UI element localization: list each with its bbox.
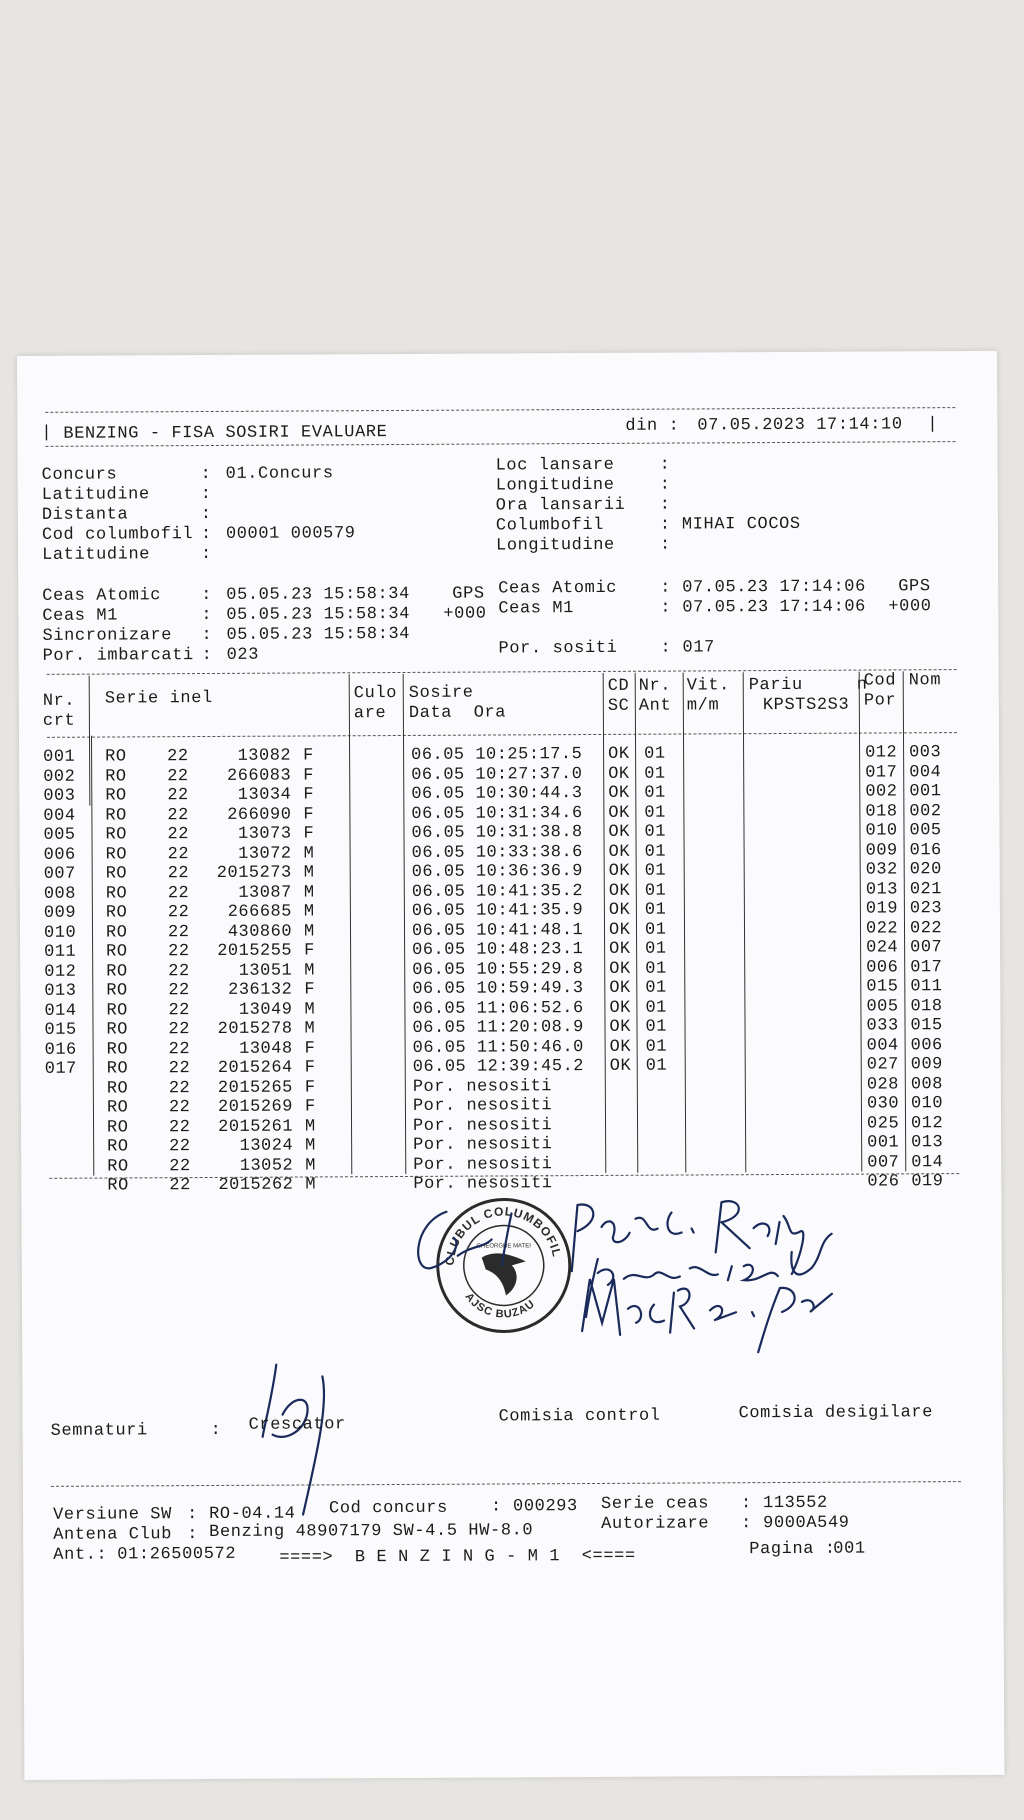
- row-inel: 236132: [228, 980, 293, 1000]
- cod-concurs-label: Cod concurs: [328, 1498, 448, 1519]
- row-sosire: Por. nesositi: [412, 1076, 553, 1097]
- row-cd: OK: [609, 1017, 631, 1037]
- clock-value: 07.05.23 17:14:06: [682, 577, 866, 598]
- row-tara: RO: [105, 805, 127, 826]
- row-cd: OK: [608, 744, 630, 764]
- autorizare-value: 9000A549: [763, 1513, 850, 1534]
- row-cod: 026: [867, 1172, 900, 1192]
- row-cd: OK: [608, 822, 630, 842]
- row-sex: M: [305, 1175, 317, 1195]
- por-imbarcati: 023: [226, 645, 260, 665]
- row-sosire: 06.05 10:41:35.2: [411, 881, 584, 902]
- row-nr: 002: [43, 767, 76, 787]
- row-an: 22: [168, 1000, 190, 1020]
- row-nom: 012: [910, 1113, 944, 1133]
- row-ant: 01: [644, 881, 667, 901]
- row-sosire: Por. nesositi: [413, 1135, 553, 1155]
- row-cd: OK: [608, 842, 631, 862]
- clock-value: 05.05.23 15:58:34: [226, 624, 411, 645]
- row-cd: OK: [609, 978, 631, 998]
- row-an: 22: [168, 1059, 191, 1079]
- serie-ceas-label: Serie ceas: [600, 1494, 710, 1514]
- row-ant: 01: [644, 783, 666, 803]
- info-value: 01.Concurs: [225, 464, 334, 484]
- col-cd: CD: [607, 676, 630, 696]
- row-inel: 13034: [237, 785, 292, 805]
- clock-extra: GPS: [898, 577, 931, 597]
- row-nom: 010: [910, 1094, 944, 1114]
- row-cod: 004: [866, 1035, 899, 1056]
- row-sex: F: [304, 1038, 316, 1059]
- row-inel: 13051: [238, 961, 293, 981]
- row-an: 22: [167, 766, 189, 786]
- col-nom: Nom: [908, 671, 942, 691]
- row-cod: 025: [866, 1113, 900, 1134]
- row-tara: RO: [105, 747, 127, 767]
- row-sex: F: [303, 804, 315, 825]
- row-cod: 022: [865, 918, 899, 939]
- row-ant: 01: [645, 1056, 668, 1076]
- benzing-banner: ====> B E N Z I N G - M 1 <====: [279, 1546, 636, 1568]
- por-sositi: 017: [682, 638, 715, 658]
- col-serie: Serie inel: [104, 688, 213, 709]
- row-sex: M: [303, 863, 315, 883]
- row-cod: 032: [865, 860, 898, 880]
- row-sosire: Por. nesositi: [412, 1115, 553, 1136]
- col-vit: Vit.: [686, 676, 731, 696]
- row-cd: OK: [609, 998, 631, 1018]
- row-nom: 022: [909, 918, 943, 938]
- cod-concurs-value: 000293: [512, 1497, 578, 1517]
- row-ant: 01: [645, 1037, 668, 1057]
- row-sosire: Por. nesositi: [412, 1096, 553, 1116]
- row-nr: 012: [44, 962, 77, 982]
- row-ant: 01: [645, 1017, 667, 1037]
- row-sosire: 06.05 10:41:48.1: [411, 920, 584, 941]
- row-cd: OK: [609, 1037, 632, 1057]
- clock-label: Sincronizare: [42, 626, 173, 646]
- row-ant: 01: [644, 803, 666, 823]
- row-inel: 266685: [227, 902, 292, 922]
- clock-value: 05.05.23 15:58:34: [226, 604, 411, 625]
- row-inel: 2015265: [217, 1078, 293, 1098]
- row-sex: F: [303, 824, 315, 844]
- row-an: 22: [167, 747, 189, 767]
- row-cod: 027: [866, 1055, 899, 1075]
- row-cod: 006: [866, 957, 899, 978]
- row-nom: 003: [909, 743, 942, 763]
- row-tara: RO: [105, 903, 128, 923]
- row-cd: OK: [608, 881, 631, 901]
- row-sosire: 06.05 11:50:46.0: [412, 1037, 584, 1058]
- report-title: BENZING - FISA SOSIRI EVALUARE: [63, 423, 388, 444]
- row-inel: 266090: [227, 805, 292, 825]
- row-nom: 004: [909, 762, 942, 782]
- row-nom: 016: [909, 840, 942, 860]
- row-tara: RO: [107, 1156, 129, 1177]
- row-cod: 012: [865, 743, 898, 763]
- row-nr: 017: [44, 1059, 77, 1079]
- clock-label: Por. sositi: [498, 638, 618, 659]
- row-sosire: 06.05 10:48:23.1: [412, 940, 584, 960]
- row-nom: 017: [910, 957, 943, 977]
- row-ant: 01: [644, 900, 667, 920]
- row-sex: M: [305, 1155, 316, 1176]
- col-vit-sub: m/m: [686, 696, 720, 716]
- row-nr: 011: [44, 942, 77, 962]
- stamp-text-top: CLUBUL COLUMBOFIL: [442, 1204, 565, 1267]
- clock-extra: +000: [443, 604, 487, 624]
- row-sosire: Por. nesositi: [413, 1154, 553, 1175]
- row-ant: 01: [644, 822, 666, 842]
- row-an: 22: [168, 981, 190, 1001]
- col-culoare-sub: are: [353, 704, 387, 724]
- row-sosire: 06.05 11:06:52.6: [412, 998, 584, 1019]
- row-cod: 015: [866, 977, 899, 997]
- info-label: Concurs: [41, 465, 118, 485]
- info-label: Loc lansare: [495, 455, 615, 476]
- row-tara: RO: [106, 942, 128, 962]
- clock-label: Ceas Atomic: [42, 586, 162, 606]
- row-inel: 266083: [226, 766, 292, 786]
- row-an: 22: [167, 864, 190, 884]
- row-sex: F: [304, 1058, 316, 1078]
- row-nom: 002: [909, 801, 942, 821]
- row-nr: 009: [43, 903, 77, 923]
- clock-label: Ceas M1: [498, 599, 575, 619]
- table-header-border: [47, 732, 957, 738]
- row-sex: F: [304, 941, 315, 961]
- clock-extra: GPS: [452, 584, 485, 604]
- row-cod: 002: [865, 782, 898, 802]
- antena-value: Benzing 48907179 SW-4.5 HW-8.0: [209, 1521, 534, 1543]
- row-tara: RO: [106, 1059, 129, 1079]
- clock-extra: +000: [888, 597, 932, 617]
- row-nom: 015: [910, 1016, 943, 1036]
- row-an: 22: [168, 961, 190, 981]
- row-inel: 13073: [237, 824, 292, 844]
- row-nom: 007: [910, 938, 943, 958]
- row-nom: 009: [910, 1055, 943, 1075]
- row-sosire: 06.05 10:55:29.8: [412, 959, 584, 980]
- header-pipe-right: |: [927, 415, 939, 435]
- row-sosire: 06.05 11:20:08.9: [412, 1018, 584, 1038]
- row-cod: 030: [866, 1094, 900, 1114]
- signatures-label: Semnaturi: [50, 1421, 148, 1441]
- row-nom: 005: [909, 821, 942, 841]
- stamp-text-mid: GHEORGHE MATEI: [476, 1243, 531, 1250]
- row-nr: 008: [43, 884, 76, 904]
- row-tara: RO: [106, 1117, 129, 1138]
- row-an: 22: [169, 1176, 191, 1196]
- row-cod: 005: [866, 996, 899, 1017]
- info-value: 00001 000579: [225, 524, 356, 544]
- row-sex: M: [304, 1116, 316, 1137]
- row-ant: 01: [645, 939, 667, 959]
- row-cd: OK: [608, 764, 630, 784]
- row-cod: 013: [865, 879, 898, 900]
- row-nom: 014: [911, 1152, 944, 1172]
- row-an: 22: [168, 1020, 190, 1040]
- col-sosire: Sosire: [408, 683, 474, 703]
- col-culoare: Culo: [353, 684, 398, 704]
- info-right: Loc lansare : Longitudine : Ora lansarii : Columbofil : MIHAI COCOS Longitudine :: [495, 455, 801, 556]
- info-label: Longitudine: [495, 475, 615, 496]
- row-nr: 005: [43, 825, 76, 845]
- row-sex: F: [303, 746, 314, 766]
- row-tara: RO: [106, 1098, 129, 1118]
- row-tara: RO: [105, 883, 128, 904]
- row-cd: OK: [609, 939, 631, 959]
- versiune-label: Versiune SW: [53, 1505, 172, 1525]
- stamp-text-bottom: AJSC BUZAU: [462, 1290, 538, 1321]
- row-sosire: 06.05 10:27:37.0: [411, 764, 583, 785]
- col-nr-sub: crt: [42, 711, 76, 731]
- row-nr: 010: [43, 923, 77, 943]
- row-an: 22: [168, 1078, 191, 1098]
- row-sosire: 06.05 10:31:34.6: [411, 803, 583, 824]
- row-inel: 2015278: [217, 1019, 293, 1039]
- row-inel: 13072: [238, 844, 292, 864]
- row-tara: RO: [105, 786, 127, 806]
- row-inel: 13024: [239, 1136, 294, 1156]
- row-inel: 2015255: [217, 941, 293, 961]
- row-tara: RO: [107, 1137, 129, 1157]
- row-nom: 011: [910, 977, 943, 997]
- row-sex: F: [304, 1097, 316, 1117]
- row-nom: 018: [910, 996, 943, 1016]
- row-ant: 01: [644, 861, 667, 881]
- clock-right: Ceas Atomic : 07.05.23 17:14:06 GPS Ceas M1 : 07.05.23 17:14:06 +000 Por. sositi : 017: [498, 577, 932, 659]
- row-cod: 028: [866, 1074, 899, 1095]
- row-cd: OK: [608, 920, 631, 940]
- row-cod: 018: [865, 801, 898, 822]
- row-inel: 13049: [238, 1000, 293, 1020]
- row-inel: 2015264: [217, 1058, 293, 1078]
- info-label: Cod columbofil: [41, 525, 194, 545]
- row-an: 22: [169, 1137, 191, 1157]
- row-nr: 003: [43, 786, 76, 806]
- row-inel: 13048: [239, 1039, 293, 1059]
- row-inel: 13082: [237, 746, 292, 766]
- clock-value: 05.05.23 15:58:34: [226, 584, 410, 605]
- ant-value: 01:26500572: [117, 1544, 237, 1565]
- row-tara: RO: [105, 844, 128, 865]
- row-an: 22: [167, 844, 190, 864]
- row-cod: 007: [867, 1152, 900, 1173]
- row-sex: F: [304, 980, 316, 1000]
- row-nr: 006: [43, 845, 76, 865]
- row-an: 22: [167, 922, 190, 942]
- row-nr: 001: [43, 747, 76, 767]
- row-cod: 009: [865, 840, 898, 861]
- row-inel: 2015262: [218, 1175, 294, 1195]
- row-nr: 015: [44, 1020, 77, 1040]
- row-inel: 430860: [227, 922, 293, 942]
- row-ant: 01: [645, 978, 667, 998]
- row-sex: M: [304, 960, 315, 981]
- crescator-label: Crescator: [248, 1415, 346, 1435]
- row-sosire: 06.05 12:39:45.2: [412, 1057, 585, 1077]
- row-tara: RO: [106, 1000, 128, 1021]
- row-nr: 014: [44, 1001, 77, 1021]
- row-sosire: 06.05 10:31:38.8: [411, 823, 583, 843]
- col-sosire-sub: Data Ora: [408, 703, 507, 723]
- row-cod: 017: [865, 762, 898, 783]
- row-sosire: 06.05 10:33:38.6: [411, 842, 583, 863]
- row-inel: 2015261: [218, 1117, 294, 1137]
- row-ant: 01: [645, 998, 667, 1018]
- info-label: Ora lansarii: [495, 495, 626, 516]
- row-tara: RO: [105, 766, 127, 787]
- row-nom: 020: [909, 860, 942, 880]
- row-sex: M: [303, 921, 315, 942]
- col-pariu: Pariu n: [748, 675, 868, 696]
- row-ant: 01: [644, 920, 667, 940]
- row-an: 22: [167, 903, 190, 923]
- footer: Versiune SW : RO-04.14 Cod concurs : 000293 Serie ceas : 113552 Antena Club : Benzing 48907179 SW-4.5 HW-8.0 Autorizare : 9000A549 Ant.: 01:26500572 ====> B E N Z I N G - M 1 <==== Pagina : 001: [53, 1493, 866, 1568]
- row-tara: RO: [106, 961, 128, 982]
- row-nom: 006: [910, 1035, 943, 1055]
- clock-label: Ceas Atomic: [498, 578, 618, 599]
- row-sosire: 06.05 10:59:49.3: [412, 979, 584, 999]
- row-nr: 016: [44, 1040, 77, 1060]
- row-sex: M: [304, 999, 316, 1020]
- row-an: 22: [168, 942, 190, 962]
- clock-label: Ceas M1: [42, 606, 119, 626]
- row-an: 22: [168, 1098, 191, 1118]
- row-an: 22: [169, 1156, 191, 1176]
- row-an: 22: [168, 1117, 191, 1137]
- row-sosire: 06.05 10:30:44.3: [411, 784, 583, 804]
- report-date: 07.05.2023 17:14:10: [697, 415, 903, 436]
- clock-value: 07.05.23 17:14:06: [682, 597, 867, 618]
- row-tara: RO: [105, 922, 128, 943]
- row-nr: 004: [43, 806, 76, 826]
- row-sex: F: [303, 765, 314, 786]
- row-inel: 13052: [239, 1156, 294, 1176]
- row-tara: RO: [107, 1176, 129, 1196]
- info-label: Distanta: [41, 505, 129, 525]
- row-nr: 007: [43, 864, 76, 884]
- row-ant: 01: [645, 959, 667, 979]
- pagina-label: Pagina :: [749, 1539, 836, 1560]
- ant-label: Ant.:: [53, 1545, 108, 1565]
- report-date-label: din :: [625, 416, 680, 436]
- row-sex: M: [303, 843, 315, 864]
- row-inel: 2015269: [217, 1097, 293, 1117]
- row-sex: F: [303, 785, 315, 805]
- row-ant: 01: [644, 764, 666, 784]
- row-inel: 13087: [238, 883, 292, 903]
- row-nom: 008: [910, 1074, 943, 1094]
- row-ant: 01: [644, 744, 666, 764]
- columbofil-name: MIHAI COCOS: [681, 514, 801, 535]
- header-border-top: [45, 407, 955, 413]
- row-an: 22: [168, 1039, 191, 1059]
- row-cd: OK: [609, 959, 631, 979]
- clock-left: Ceas Atomic : 05.05.23 15:58:34 GPS Ceas M1 : 05.05.23 15:58:34 +000 Sincronizare : 05.05.23 15:58:34 Por. imbarcati : 023: [42, 584, 487, 666]
- info-label: Latitudine: [41, 485, 150, 505]
- row-an: 22: [167, 825, 189, 845]
- row-nom: 001: [909, 782, 942, 802]
- footer-border: [51, 1481, 961, 1487]
- autorizare-label: Autorizare: [601, 1514, 710, 1534]
- col-ant-sub: Ant: [638, 696, 672, 716]
- comisia-desigilare-label: Comisia desigilare: [738, 1403, 934, 1424]
- pagina-value: 001: [833, 1539, 866, 1559]
- info-label: Columbofil: [495, 515, 604, 536]
- row-cd: OK: [608, 803, 630, 823]
- row-cod: 024: [866, 938, 899, 958]
- row-ant: 01: [644, 842, 667, 862]
- antena-label: Antena Club: [53, 1525, 173, 1545]
- row-tara: RO: [106, 1078, 129, 1099]
- row-cod: 019: [865, 899, 899, 919]
- row-cd: OK: [608, 900, 631, 920]
- versiune-value: RO-04.14: [209, 1504, 296, 1525]
- col-cd-sub: SC: [607, 696, 630, 716]
- row-cod: 001: [867, 1133, 900, 1153]
- document-page: | BENZING - FISA SOSIRI EVALUARE din : 07.05.2023 17:14:10 | Concurs : 01.Concurs Latitudine : Distanta : Cod columbofil : 00001 000579 Latitudine : Loc lansare : Longitudine : Ora lansarii : Columbofil : MIHAI COCOS Longitudine : Ceas Atomic : 05.05.23 15:58:34 GPS Ceas M1 : 05.05.23 15:58:34 +000 Sincronizare : 05.05.23 15:58:34 Por. imbarcati : 023 Ceas Atomic : 07.05.23 17:14:06 GPS Ceas M1 : 07.05.23 17:14:06 +000 Por. sositi : 017 Nr. crt Serie inel Culo are Sosire Data Ora CD SC Nr. Ant Vit. m/m Pariu n KPSTS2S3 Cod Por Nom 001 RO 22 13082 F 06.05 10:25:17.5 OK 01 012 003 002 RO 22 266083 F 06.05 10:27:37.0 OK 01 017 004 003 RO 22 13034 F 06.05 10:30:44.3 OK 01 002 001 004 RO 22 266090 F 06.05 10:31:34.6 OK 01 018 002 005 RO 22 13073 F 06.05 10:31:38.8 OK 01 010 005 006 RO 22 13072 M 06.05 10:33:38.6 OK 01 009 016 007 RO 22 2015273 M 06.05 10:36:36.9 OK 01 032 020 008 RO 22 13087 M 06.05 10:41:35.2 OK 01 013 021 009 RO 22 266685 M 06.05 10:41:35.9 OK 01 019 023 010 RO 22 430860 M 06.05 10:41:48.1 OK 01 022 022 011 RO 22 2015255 F 06.05 10:48:23.1 OK 01 024 007 012 RO 22 13051 M 06.05 10:55:29.8 OK 01 006 017 013 RO 22 236132 F 06.05 10:59:49.3 OK 01 015 011 014 RO 22 13049 M 06.05 11:06:52.6 OK 01 005 018 015 RO 22 2015278 M 06.05 11:20:08.9 OK 01 033 015 016 RO 22 13048 F 06.05 11:50:46.0 OK 01 004 006 017 RO 22 2015264 F 06.05 12:39:45.2 OK 01 027 009 RO 22 2015265 F Por. nesositi 028 008 RO 22 2015269 F Por. nesositi 030 010 RO 22 2015261 M Por. nesositi 025 012 RO 22 13024 M Por. nesositi 001 013 RO 22 13052 M Por. nesositi 007 014 RO 22 2015262 M Por. nesositi 026 019 CLUBUL COLUMBOFIL AJSC BUZAU GHEORGHE MATEI Semnaturi : Crescator Comisia control Comisia desigilare Versiune SW : RO-04.14 Cod concurs : 000293 Serie ceas : 113552 Antena Club : Benzing 48907179 SW-4.5 HW-8.0 Autorizare : 9000A549 Ant.: 01:26500572 ====> B E N Z I N G - M 1 <==== Pagina : 001: [17, 351, 1004, 1780]
- col-cod-sub: Por: [863, 691, 897, 711]
- row-nom: 021: [909, 879, 942, 899]
- row-nom: 023: [909, 899, 943, 919]
- info-label: Latitudine: [41, 545, 151, 565]
- row-sosire: 06.05 10:41:35.9: [411, 901, 584, 921]
- row-sex: M: [303, 902, 315, 922]
- row-sex: M: [303, 882, 315, 903]
- row-sex: M: [304, 1019, 316, 1039]
- row-nr: 013: [44, 981, 77, 1001]
- row-tara: RO: [105, 864, 128, 884]
- row-an: 22: [167, 786, 189, 806]
- row-sosire: 06.05 10:36:36.9: [411, 862, 583, 882]
- comisia-control-label: Comisia control: [498, 1406, 661, 1427]
- col-pariu-sub: KPSTS2S3: [762, 695, 850, 716]
- info-label: Longitudine: [495, 535, 615, 556]
- row-sex: F: [304, 1077, 316, 1098]
- row-cod: 033: [866, 1016, 899, 1036]
- clock-label: Por. imbarcati: [42, 646, 194, 666]
- row-nom: 013: [911, 1133, 944, 1153]
- col-cod: Cod: [863, 671, 897, 691]
- row-sex: M: [305, 1136, 316, 1156]
- row-tara: RO: [106, 1039, 129, 1060]
- row-tara: RO: [106, 1020, 128, 1040]
- row-an: 22: [167, 883, 190, 903]
- info-left: Concurs : 01.Concurs Latitudine : Distanta : Cod columbofil : 00001 000579 Latitudine :: [41, 464, 356, 565]
- header-pipe: |: [41, 423, 53, 443]
- row-inel: 2015273: [216, 863, 292, 883]
- row-an: 22: [167, 805, 189, 825]
- row-sosire: 06.05 10:25:17.5: [411, 745, 583, 765]
- col-nr: Nr.: [42, 691, 76, 711]
- row-tara: RO: [106, 981, 128, 1001]
- row-tara: RO: [105, 825, 127, 845]
- row-cd: OK: [609, 1056, 632, 1076]
- row-cod: 010: [865, 821, 898, 841]
- row-sosire: Por. nesositi: [413, 1174, 553, 1194]
- col-ant: Nr.: [638, 676, 672, 696]
- row-cd: OK: [608, 783, 630, 803]
- serie-ceas-value: 113552: [762, 1493, 828, 1514]
- row-cd: OK: [608, 861, 631, 881]
- table-border-top: [47, 669, 957, 675]
- handwritten-signatures-icon: [391, 1181, 952, 1374]
- row-nom: 019: [911, 1172, 944, 1192]
